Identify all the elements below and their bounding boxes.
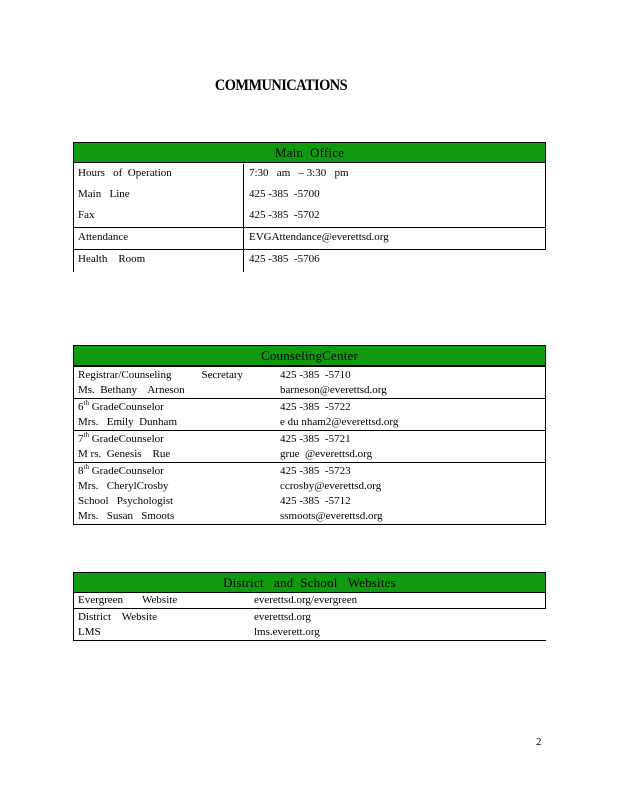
main-line-value: 425 -385 -5700 <box>249 188 320 200</box>
hours-label: Hours of Operation <box>74 164 244 185</box>
evergreen-website-link[interactable]: everettsd.org/evergreen <box>254 594 358 606</box>
counselor-name: Mrs. CherylCrosby <box>78 480 169 492</box>
page-number: 2 <box>536 736 542 748</box>
psychologist-email[interactable]: ssmoots@everettsd.org <box>280 510 383 522</box>
counselor-name: Mrs. Emily Dunham <box>78 416 177 428</box>
attendance-label: Attendance <box>74 228 244 249</box>
list-item <box>74 479 545 494</box>
table-row <box>74 228 546 250</box>
main-line-label: Main Line <box>74 185 244 206</box>
table-row <box>74 610 546 625</box>
list-item <box>74 464 545 479</box>
secretary-label: Secretary <box>201 369 244 381</box>
hours-value: 7:30 am – 3:30 pm <box>249 167 349 179</box>
counseling-table <box>73 345 546 525</box>
counselor-phone: 425 -385 -5723 <box>280 465 351 477</box>
list-item <box>74 415 545 430</box>
table-row <box>74 164 545 185</box>
district-website-label: District Website <box>78 611 157 623</box>
counseling-group <box>73 398 546 430</box>
counselor-email[interactable]: e du nham2@everettsd.org <box>280 416 399 428</box>
psychologist-name: Mrs. Susan Smoots <box>78 510 175 522</box>
list-item <box>74 383 545 398</box>
counselor-phone: 425 -385 -5721 <box>280 433 351 445</box>
psychologist-role: School Psychologist <box>78 495 174 507</box>
evergreen-website-label: Evergreen Website <box>78 594 178 606</box>
counselor-name: M rs. Genesis Rue <box>78 448 171 460</box>
grade-suffix: th <box>83 431 89 439</box>
list-item <box>74 494 545 509</box>
table-row <box>74 206 545 227</box>
counseling-group <box>73 366 546 398</box>
registrar-name: Ms. Bethany Arneson <box>78 384 185 396</box>
table-row <box>74 250 546 272</box>
health-room-value: 425 -385 -5706 <box>249 253 320 265</box>
list-item <box>74 447 545 462</box>
grade-number: 7 <box>78 433 84 445</box>
counselor-role: GradeCounselor <box>88 465 164 477</box>
health-room-label: Health Room <box>74 250 244 272</box>
district-website-link[interactable]: everettsd.org <box>254 611 311 623</box>
counselor-role: GradeCounselor <box>88 401 164 413</box>
websites-table <box>73 572 546 641</box>
main-office-header: Main Office <box>73 142 546 163</box>
registrar-email[interactable]: barneson@everettsd.org <box>280 384 387 396</box>
counselor-email[interactable]: ccrosby@everettsd.org <box>280 480 382 492</box>
list-item <box>74 432 545 447</box>
grade-suffix: th <box>83 399 89 407</box>
lms-link[interactable]: lms.everett.org <box>254 626 320 638</box>
counselor-role: GradeCounselor <box>88 433 164 445</box>
table-row <box>73 593 546 609</box>
counseling-group <box>73 430 546 462</box>
page-title: COMMUNICATIONS <box>214 77 348 94</box>
fax-value: 425 -385 -5702 <box>249 209 320 221</box>
counseling-header: CounselingCenter <box>73 345 546 366</box>
grade-number: 6 <box>78 401 84 413</box>
attendance-email[interactable]: EVGAttendance@everettsd.org <box>249 231 389 243</box>
counselor-phone: 425 -385 -5722 <box>280 401 351 413</box>
counseling-group <box>73 462 546 524</box>
grade-number: 8 <box>78 465 84 477</box>
main-office-table <box>73 142 546 272</box>
fax-label: Fax <box>74 206 244 227</box>
psychologist-phone: 425 -385 -5712 <box>280 495 351 507</box>
table-row <box>74 185 545 206</box>
grade-suffix: th <box>83 463 89 471</box>
registrar-phone: 425 -385 -5710 <box>280 369 351 381</box>
websites-header: District and School Websites <box>73 572 546 593</box>
list-item <box>74 368 545 383</box>
lms-label: LMS <box>78 626 101 638</box>
table-row <box>74 625 546 640</box>
registrar-label: Registrar/Counseling <box>78 369 172 381</box>
list-item <box>74 509 545 524</box>
list-item <box>74 400 545 415</box>
counselor-email[interactable]: grue @everettsd.org <box>280 448 373 460</box>
